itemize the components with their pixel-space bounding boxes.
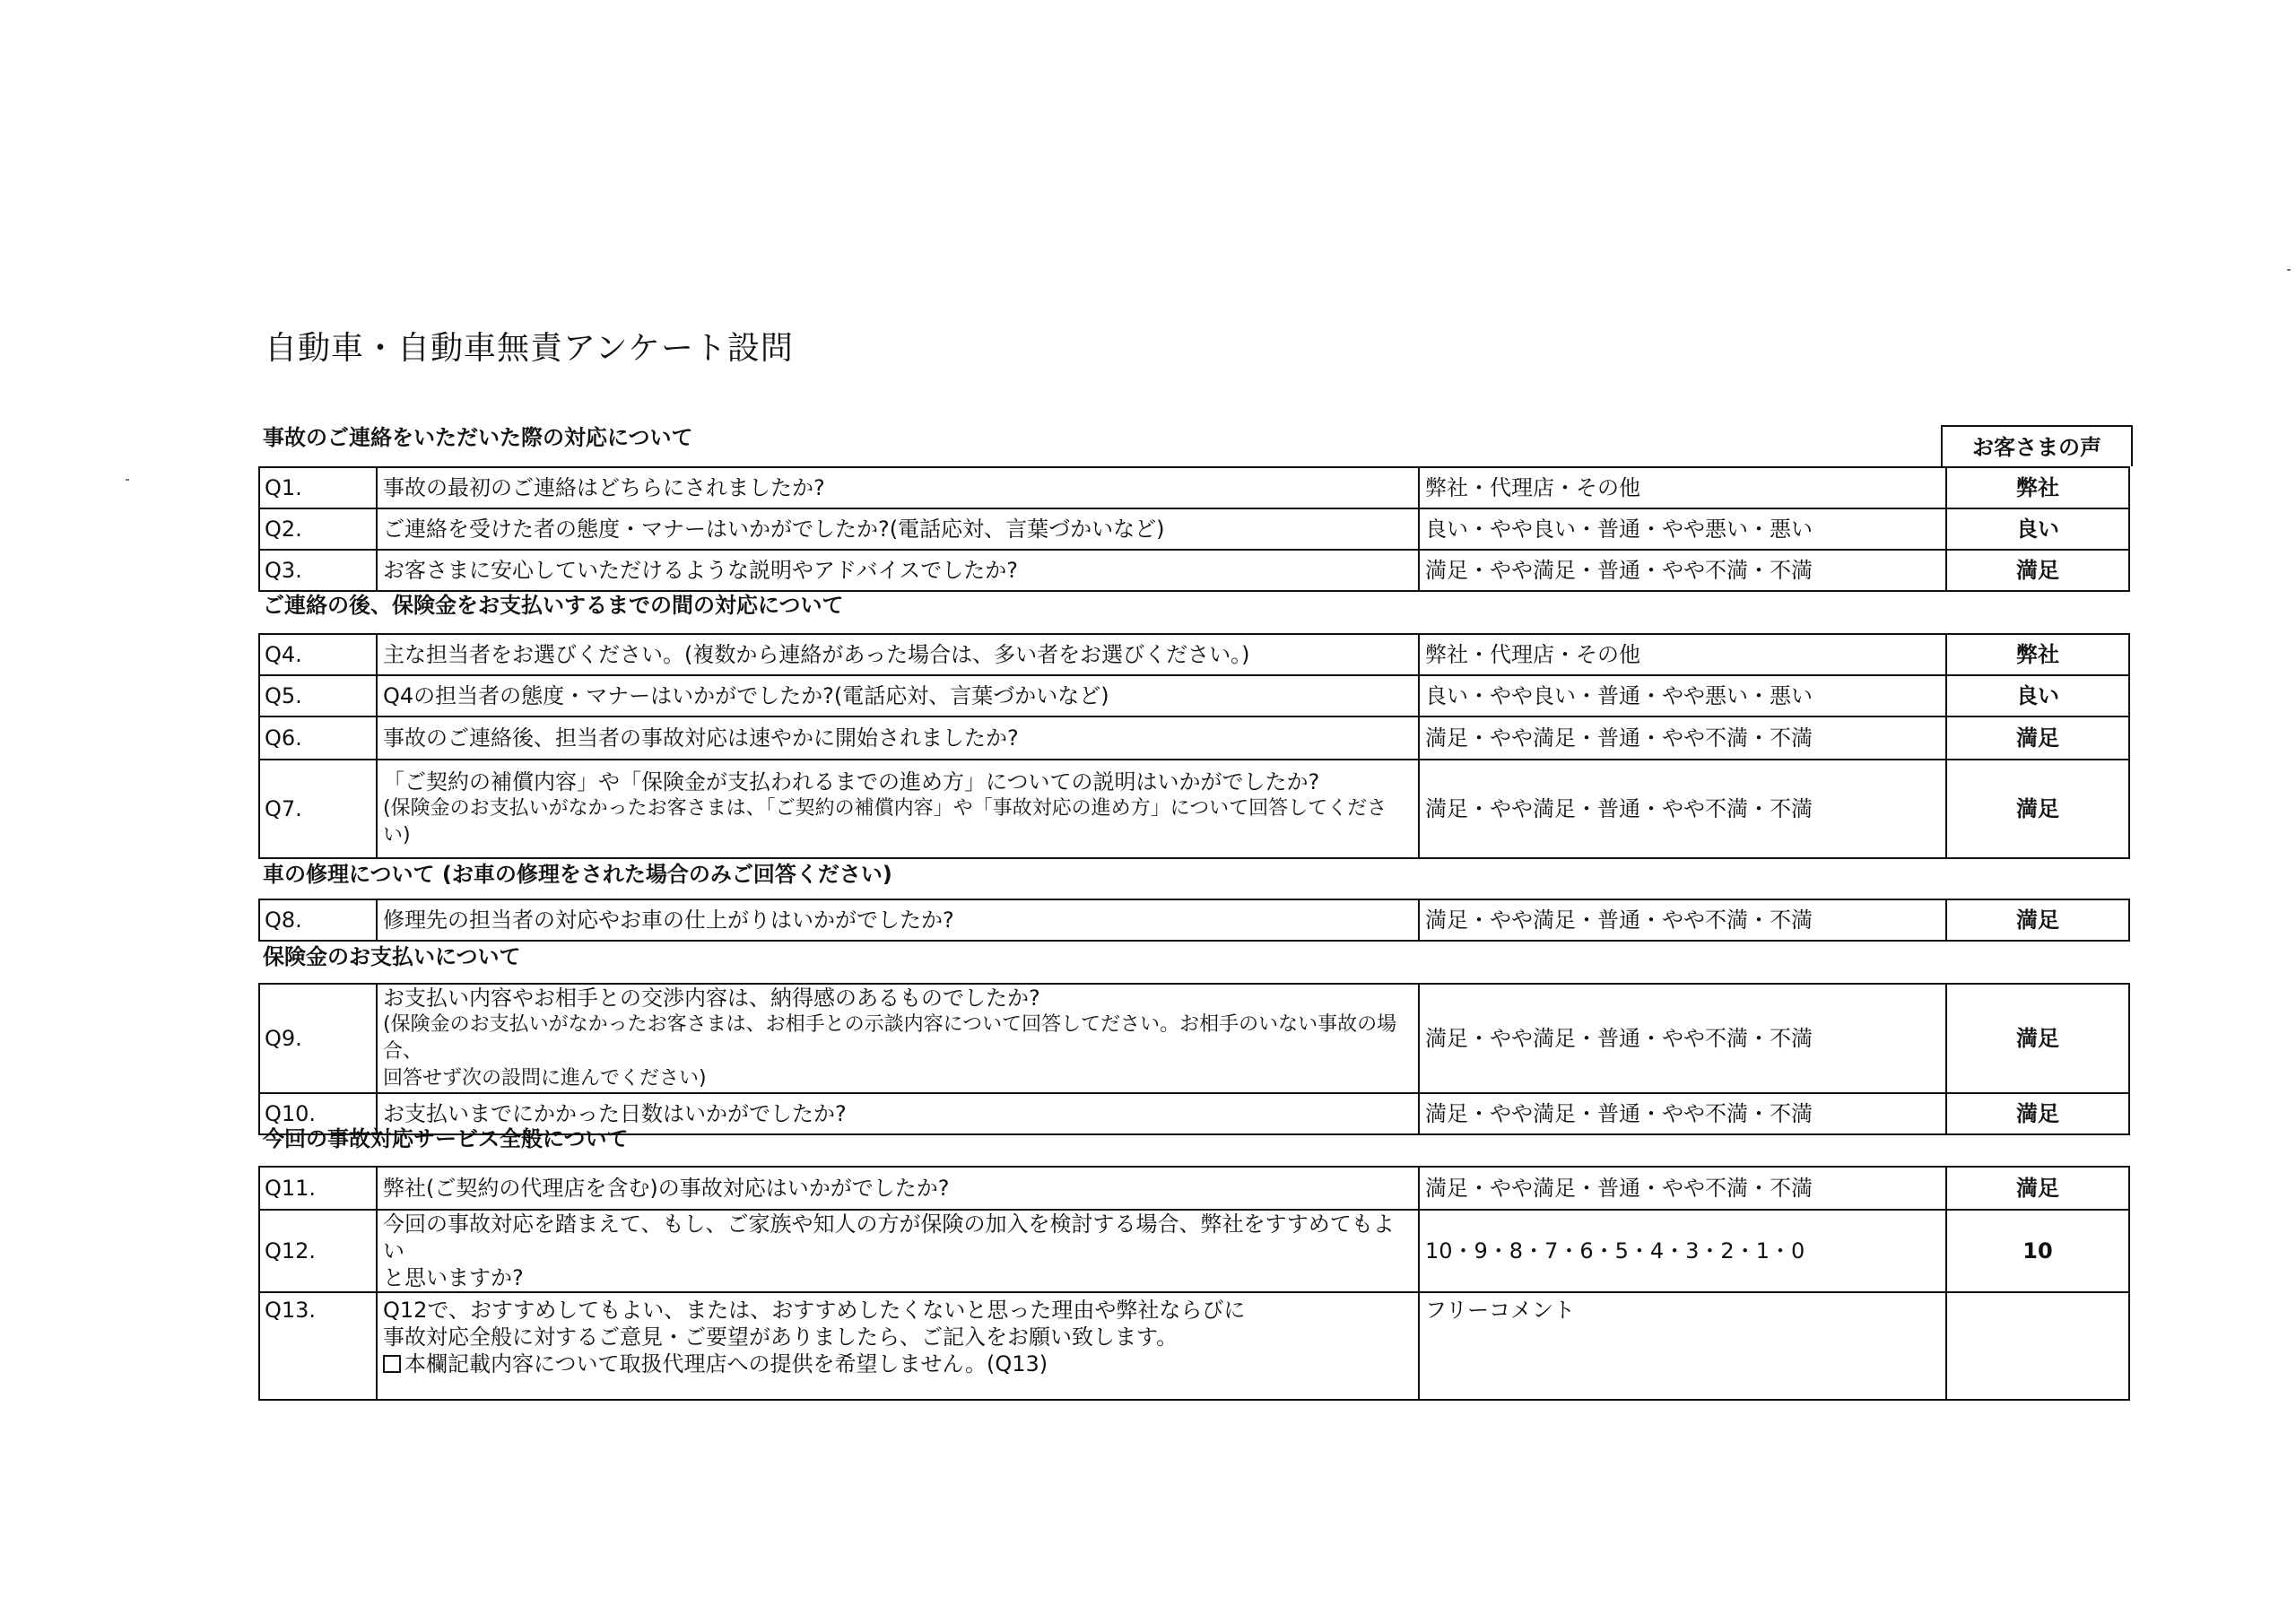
section-heading-claim-handling: ご連絡の後、保険金をお支払いするまでの間の対応について — [263, 593, 844, 618]
table-row — [259, 1292, 2129, 1400]
question-text: 弊社(ご契約の代理店を含む)の事故対応はいかがでしたか? — [377, 1167, 1419, 1210]
answer-options: 満足・やや満足・普通・やや不満・不満 — [1419, 1167, 1946, 1210]
section-table-overall — [258, 1166, 2130, 1401]
customer-answer: 弊社 — [1946, 467, 2129, 508]
question-text: 主な担当者をお選びください。(複数から連絡があった場合は、多い者をお選びください。) — [377, 634, 1419, 675]
table-row — [259, 1210, 2129, 1292]
customer-answer: 10 — [1946, 1210, 2129, 1292]
question-text — [377, 1292, 1419, 1400]
question-main: 「ご契約の補償内容」や「保険金が支払われるまでの進め方」についての説明はいかがでしたか? — [383, 769, 1320, 795]
question-main: 今回の事故対応を踏まえて、もし、ご家族や知人の方が保険の加入を検討する場合、弊社をすすめてもよい — [383, 1211, 1395, 1264]
question-note: 回答せず次の設問に進んでください) — [383, 1067, 707, 1090]
table-row — [259, 899, 2129, 941]
question-text: 事故の最初のご連絡はどちらにされましたか? — [377, 467, 1419, 508]
customer-answer: 満足 — [1946, 550, 2129, 591]
question-text: Q4の担当者の態度・マナーはいかがでしたか?(電話応対、言葉づかいなど) — [377, 675, 1419, 716]
section-heading-payment: 保険金のお支払いについて — [263, 944, 521, 969]
section-table-contact — [258, 466, 2130, 592]
question-line-2: 事故対応全般に対するご意見・ご要望がありましたら、ご記入をお願い致します。 — [383, 1324, 1178, 1350]
answer-options: 満足・やや満足・普通・やや不満・不満 — [1419, 984, 1946, 1093]
answer-options: フリーコメント — [1419, 1292, 1946, 1400]
customer-answer: 良い — [1946, 675, 2129, 716]
section-heading-overall: 今回の事故対応サービス全般について — [263, 1126, 629, 1151]
table-row — [259, 716, 2129, 760]
answer-options: 満足・やや満足・普通・やや不満・不満 — [1419, 716, 1946, 760]
question-main: お支払い内容やお相手との交渉内容は、納得感のあるものでしたか? — [383, 986, 1040, 1011]
table-row — [259, 984, 2129, 1093]
question-number: Q1. — [259, 467, 377, 508]
section-table-claim-handling — [258, 633, 2130, 859]
answer-options: 弊社・代理店・その他 — [1419, 634, 1946, 675]
answer-options: 10・9・8・7・6・5・4・3・2・1・0 — [1419, 1210, 1946, 1292]
customer-answer: 満足 — [1946, 984, 2129, 1093]
question-text: お客さまに安心していただけるような説明やアドバイスでしたか? — [377, 550, 1419, 591]
question-text — [377, 760, 1419, 858]
question-number: Q10. — [259, 1093, 377, 1134]
question-text — [377, 1210, 1419, 1292]
question-text — [377, 984, 1419, 1093]
question-number: Q12. — [259, 1210, 377, 1292]
table-row — [259, 550, 2129, 591]
question-number: Q3. — [259, 550, 377, 591]
customer-answer: 満足 — [1946, 1167, 2129, 1210]
table-row — [259, 1167, 2129, 1210]
table-row — [259, 760, 2129, 858]
customer-answer: 満足 — [1946, 760, 2129, 858]
table-row — [259, 508, 2129, 550]
customer-answer: 満足 — [1946, 716, 2129, 760]
answer-options: 良い・やや良い・普通・やや悪い・悪い — [1419, 675, 1946, 716]
customer-answer: 良い — [1946, 508, 2129, 550]
opt-out-label: 本欄記載内容について取扱代理店への提供を希望しません。(Q13) — [404, 1351, 1048, 1376]
question-number: Q7. — [259, 760, 377, 858]
question-number: Q11. — [259, 1167, 377, 1210]
page-title: 自動車・自動車無責アンケート設問 — [265, 330, 794, 367]
opt-out-line — [383, 1350, 1413, 1377]
table-row — [259, 675, 2129, 716]
question-number: Q9. — [259, 984, 377, 1093]
question-number: Q2. — [259, 508, 377, 550]
question-note: (保険金のお支払いがなかったお客さまは、「ご契約の補償内容」や「事故対応の進め方」について回答してください) — [383, 797, 1387, 847]
answer-options: 満足・やや満足・普通・やや不満・不満 — [1419, 899, 1946, 941]
voice-column-header: お客さまの声 — [1941, 425, 2133, 466]
question-main: Q12で、おすすめしてもよい、または、おすすめしたくないと思った理由や弊社ならびに — [383, 1298, 1246, 1323]
answer-options: 満足・やや満足・普通・やや不満・不満 — [1419, 1093, 1946, 1134]
customer-answer: 満足 — [1946, 1093, 2129, 1134]
question-line-2: と思いますか? — [383, 1265, 524, 1290]
scan-speck — [2287, 269, 2291, 271]
answer-options: 弊社・代理店・その他 — [1419, 467, 1946, 508]
question-text: 修理先の担当者の対応やお車の仕上がりはいかがでしたか? — [377, 899, 1419, 941]
table-row — [259, 467, 2129, 508]
section-heading-repair: 車の修理について (お車の修理をされた場合のみご回答ください) — [263, 862, 892, 887]
answer-options: 満足・やや満足・普通・やや不満・不満 — [1419, 760, 1946, 858]
section-table-repair — [258, 899, 2130, 942]
question-number: Q13. — [259, 1292, 377, 1400]
answer-options: 良い・やや良い・普通・やや悪い・悪い — [1419, 508, 1946, 550]
question-number: Q4. — [259, 634, 377, 675]
customer-answer: 満足 — [1946, 899, 2129, 941]
question-text: お支払いまでにかかった日数はいかがでしたか? — [377, 1093, 1419, 1134]
table-row — [259, 634, 2129, 675]
question-note: (保険金のお支払いがなかったお客さまは、お相手との示談内容について回答してださい。お相手のいない事故の場合、 — [383, 1013, 1397, 1063]
question-text: ご連絡を受けた者の態度・マナーはいかがでしたか?(電話応対、言葉づかいなど) — [377, 508, 1419, 550]
scan-speck — [126, 479, 129, 481]
customer-answer — [1946, 1292, 2129, 1400]
section-heading-contact: 事故のご連絡をいただいた際の対応について — [263, 425, 693, 450]
question-number: Q5. — [259, 675, 377, 716]
customer-answer: 弊社 — [1946, 634, 2129, 675]
section-table-payment — [258, 983, 2130, 1135]
question-number: Q6. — [259, 716, 377, 760]
question-number: Q8. — [259, 899, 377, 941]
opt-out-checkbox[interactable] — [383, 1355, 401, 1373]
answer-options: 満足・やや満足・普通・やや不満・不満 — [1419, 550, 1946, 591]
question-text: 事故のご連絡後、担当者の事故対応は速やかに開始されましたか? — [377, 716, 1419, 760]
